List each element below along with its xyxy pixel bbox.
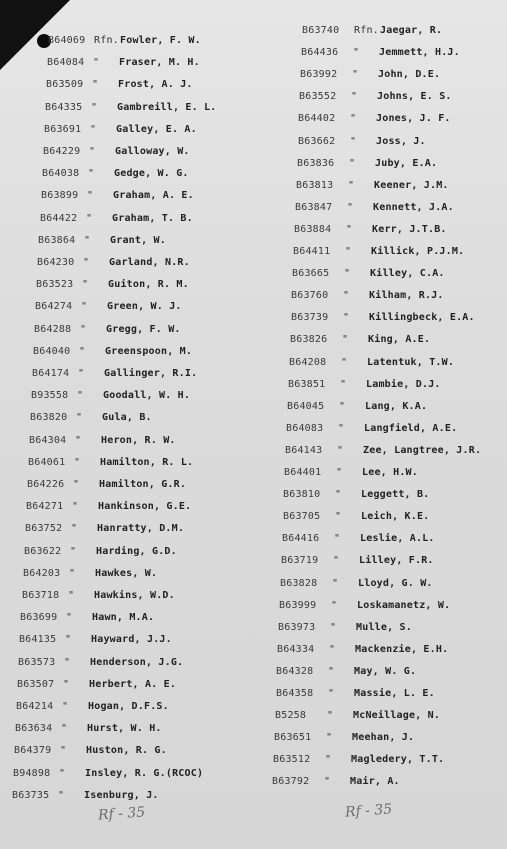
rank-ditto: "	[91, 101, 98, 113]
service-number: B63828	[280, 577, 318, 589]
rank-ditto: "	[78, 368, 85, 379]
service-number: B63760	[291, 290, 329, 302]
soldier-name: Gula, B.	[102, 412, 152, 424]
service-number: B64083	[286, 422, 324, 434]
rank-ditto: "	[60, 745, 67, 757]
soldier-name: Hankinson, G.E.	[98, 501, 192, 513]
rank-ditto: "	[331, 599, 338, 611]
rank-ditto: "	[329, 643, 336, 655]
soldier-name: Jones, J. F.	[376, 113, 451, 125]
soldier-name: Lee, H.W.	[362, 467, 418, 478]
rank-ditto: "	[79, 345, 86, 357]
rank-ditto: "	[83, 257, 90, 268]
service-number: B63847	[295, 201, 333, 213]
soldier-name: Kerr, J.T.B.	[372, 223, 447, 235]
soldier-name: Kennett, J.A.	[373, 201, 454, 213]
soldier-name: Leslie, A.L.	[360, 533, 435, 545]
rank-ditto: "	[337, 444, 344, 456]
service-number: B63622	[24, 545, 62, 557]
rank-ditto: "	[80, 323, 87, 335]
rank-ditto: "	[328, 665, 335, 677]
service-number: B64422	[40, 212, 78, 224]
soldier-name: Goodall, W. H.	[103, 390, 191, 402]
soldier-name: Galloway, W.	[115, 146, 190, 157]
rank-ditto: "	[325, 754, 332, 766]
service-number: B63820	[30, 412, 68, 424]
service-number: B63792	[272, 776, 310, 788]
soldier-name: Killey, C.A.	[370, 268, 445, 280]
soldier-name: Hayward, J.J.	[91, 634, 172, 646]
service-number: B64436	[301, 47, 339, 59]
rank-ditto: "	[88, 168, 95, 180]
rank-ditto: "	[343, 290, 350, 302]
rank-ditto: "	[338, 422, 345, 434]
rank-ditto: "	[61, 723, 68, 735]
rank-ditto: Rfn.	[354, 25, 379, 36]
service-number: B63740	[302, 25, 340, 36]
service-number: B63509	[46, 79, 84, 91]
service-number: B64411	[293, 246, 331, 257]
rank-ditto: "	[352, 69, 359, 81]
soldier-name: Henderson, J.G.	[90, 656, 184, 668]
service-number: B64288	[34, 323, 72, 335]
service-number: B63884	[294, 223, 332, 235]
soldier-name: Killingbeck, E.A.	[369, 312, 475, 324]
service-number: B64143	[285, 444, 323, 456]
soldier-name: Magledery, T.T.	[351, 754, 445, 766]
service-number: B64328	[276, 665, 314, 677]
rank-ditto: "	[353, 47, 360, 59]
rank-ditto: "	[64, 656, 71, 668]
service-number: B63507	[17, 678, 55, 690]
soldier-name: Gregg, F. W.	[106, 323, 181, 335]
soldier-name: John, D.E.	[378, 69, 441, 81]
service-number: B5258	[275, 710, 307, 722]
service-number: B64416	[282, 533, 320, 545]
service-number: B63634	[15, 723, 53, 735]
rank-ditto: "	[74, 456, 81, 468]
service-number: B64208	[289, 356, 327, 368]
rank-ditto: "	[344, 268, 351, 280]
soldier-name: Graham, A. E.	[113, 190, 194, 202]
soldier-name: Meehan, J.	[352, 732, 415, 744]
rank-ditto: "	[336, 467, 343, 478]
rank-ditto: "	[69, 567, 76, 579]
soldier-name: Hanratty, D.M.	[97, 523, 185, 535]
rank-ditto: "	[84, 234, 91, 246]
soldier-name: Joss, J.	[376, 135, 426, 147]
rank-ditto: "	[65, 634, 72, 646]
rank-ditto: "	[345, 246, 352, 257]
rank-ditto: "	[73, 479, 80, 490]
service-number: B64304	[29, 434, 67, 446]
soldier-name: Hamilton, G.R.	[99, 479, 187, 490]
service-number: B63651	[274, 732, 312, 744]
soldier-name: Fraser, M. H.	[119, 57, 200, 69]
soldier-name: May, W. G.	[354, 665, 417, 677]
rank-ditto: "	[335, 489, 342, 501]
soldier-name: Mackenzie, E.H.	[355, 643, 449, 655]
rank-ditto: "	[81, 301, 88, 313]
soldier-name: Lilley, F.R.	[359, 555, 434, 567]
soldier-name: Lambie, D.J.	[366, 378, 441, 390]
service-number: B63813	[296, 179, 334, 191]
service-number: B64271	[26, 501, 64, 513]
service-number: B64214	[16, 701, 54, 712]
soldier-name: Green, W. J.	[107, 301, 182, 313]
rank-ditto: "	[72, 501, 79, 513]
soldier-name: Massie, L. E.	[354, 688, 435, 699]
soldier-name: Gambreill, E. L.	[117, 101, 217, 113]
rank-ditto: "	[76, 412, 83, 424]
handwritten-annotation-right: Rf - 35	[344, 801, 393, 821]
soldier-name: Guiton, R. M.	[108, 279, 189, 291]
rank-ditto: "	[77, 390, 84, 402]
soldier-name: Lang, K.A.	[365, 400, 428, 412]
service-number: B63999	[279, 599, 317, 611]
rank-ditto: "	[335, 511, 342, 523]
service-number: B64401	[284, 467, 322, 478]
service-number: B64274	[35, 301, 73, 313]
service-number: B64230	[37, 257, 75, 268]
soldier-name: Garland, N.R.	[109, 257, 190, 268]
service-number: B64229	[43, 146, 81, 157]
soldier-name: Hawkins, W.D.	[94, 590, 175, 601]
rank-ditto: "	[349, 157, 356, 169]
service-number: B63718	[22, 590, 60, 601]
service-number: B63992	[300, 69, 338, 81]
service-number: B64203	[23, 567, 61, 579]
rank-ditto: "	[58, 789, 65, 801]
rank-ditto: Rfn.	[94, 35, 119, 46]
rank-ditto: "	[346, 223, 353, 235]
soldier-name: Insley, R. G.(RCOC)	[85, 767, 204, 779]
soldier-name: Graham, T. B.	[112, 212, 193, 224]
soldier-name: Harding, G.D.	[96, 545, 177, 557]
rank-ditto: "	[339, 400, 346, 412]
soldier-name: Lloyd, G. W.	[358, 577, 433, 589]
rank-ditto: "	[350, 135, 357, 147]
rank-ditto: "	[327, 710, 334, 722]
service-number: B64334	[277, 643, 315, 655]
rank-ditto: "	[351, 91, 358, 103]
rank-ditto: "	[82, 279, 89, 291]
soldier-name: Loskamanetz, W.	[357, 599, 451, 611]
service-number: B64045	[287, 400, 325, 412]
service-number: B93558	[31, 390, 69, 402]
service-number: B63665	[292, 268, 330, 280]
soldier-name: Leggett, B.	[361, 489, 430, 501]
service-number: B63739	[291, 312, 329, 324]
soldier-name: McNeillage, N.	[353, 710, 441, 722]
rank-ditto: "	[90, 123, 97, 135]
service-number: B64069	[48, 35, 86, 46]
rank-ditto: "	[340, 378, 347, 390]
soldier-name: Isenburg, J.	[84, 789, 159, 801]
service-number: B63810	[283, 489, 321, 501]
soldier-name: Greenspoon, M.	[105, 345, 193, 357]
rank-ditto: "	[343, 312, 350, 324]
soldier-name: Killick, P.J.M.	[371, 246, 465, 257]
soldier-name: Galley, E. A.	[116, 123, 197, 135]
rank-ditto: "	[334, 533, 341, 545]
service-number: B64084	[47, 57, 85, 69]
rank-ditto: "	[350, 113, 357, 125]
service-number: B64038	[42, 168, 80, 180]
service-number: B94898	[13, 767, 51, 779]
soldier-name: Hogan, D.F.S.	[88, 701, 169, 712]
service-number: B63705	[283, 511, 321, 523]
service-number: B63719	[281, 555, 319, 567]
rank-ditto: "	[71, 523, 78, 535]
rank-ditto: "	[70, 545, 77, 557]
soldier-name: Jaegar, R.	[380, 25, 443, 36]
rank-ditto: "	[332, 577, 339, 589]
service-number: B64379	[14, 745, 52, 757]
service-number: B63973	[278, 621, 316, 633]
service-number: B63523	[36, 279, 74, 291]
soldier-name: Gallinger, R.I.	[104, 368, 198, 379]
rank-ditto: "	[59, 767, 66, 779]
service-number: B64358	[276, 688, 314, 699]
soldier-name: Gedge, W. G.	[114, 168, 189, 180]
soldier-name: Hamilton, R. L.	[100, 456, 194, 468]
soldier-name: Jemmett, H.J.	[379, 47, 460, 59]
service-number: B64174	[32, 368, 70, 379]
soldier-name: King, A.E.	[368, 334, 431, 346]
soldier-name: Langfield, A.E.	[364, 422, 458, 434]
service-number: B63851	[288, 378, 326, 390]
rank-ditto: "	[324, 776, 331, 788]
rank-ditto: "	[66, 612, 73, 624]
soldier-name: Latentuk, T.W.	[367, 356, 455, 368]
soldier-name: Keener, J.M.	[374, 179, 449, 191]
soldier-name: Johns, E. S.	[377, 91, 452, 103]
rank-ditto: "	[326, 732, 333, 744]
service-number: B63573	[18, 656, 56, 668]
rank-ditto: "	[341, 356, 348, 368]
rank-ditto: "	[92, 79, 99, 91]
soldier-name: Grant, W.	[110, 234, 166, 246]
rank-ditto: "	[342, 334, 349, 346]
soldier-name: Zee, Langtree, J.R.	[363, 444, 482, 456]
soldier-name: Hurst, W. H.	[87, 723, 162, 735]
service-number: B63752	[25, 523, 63, 535]
rank-ditto: "	[89, 146, 96, 157]
service-number: B64402	[298, 113, 336, 125]
rank-ditto: "	[62, 701, 69, 712]
service-number: B64226	[27, 479, 65, 490]
service-number: B63662	[298, 135, 336, 147]
service-number: B63699	[20, 612, 58, 624]
service-number: B63512	[273, 754, 311, 766]
soldier-name: Huston, R. G.	[86, 745, 167, 757]
soldier-name: Leich, K.E.	[361, 511, 430, 523]
service-number: B64040	[33, 345, 71, 357]
soldier-name: Fowler, F. W.	[120, 35, 201, 46]
service-number: B63864	[38, 234, 76, 246]
soldier-name: Hawkes, W.	[95, 567, 158, 579]
soldier-name: Juby, E.A.	[375, 157, 438, 169]
service-number: B64135	[19, 634, 57, 646]
soldier-name: Mair, A.	[350, 776, 400, 788]
rank-ditto: "	[333, 555, 340, 567]
rank-ditto: "	[348, 179, 355, 191]
rank-ditto: "	[63, 678, 70, 690]
soldier-name: Herbert, A. E.	[89, 678, 177, 690]
service-number: B63735	[12, 789, 50, 801]
service-number: B63836	[297, 157, 335, 169]
soldier-name: Mulle, S.	[356, 621, 412, 633]
rank-ditto: "	[328, 688, 335, 699]
rank-ditto: "	[93, 57, 100, 69]
handwritten-annotation-left: Rf - 35	[97, 804, 146, 824]
rank-ditto: "	[87, 190, 94, 202]
service-number: B63826	[290, 334, 328, 346]
service-number: B64061	[28, 456, 66, 468]
rank-ditto: "	[68, 590, 75, 601]
soldier-name: Frost, A. J.	[118, 79, 193, 91]
rank-ditto: "	[330, 621, 337, 633]
rank-ditto: "	[86, 212, 93, 224]
soldier-name: Hawn, M.A.	[92, 612, 155, 624]
soldier-name: Kilham, R.J.	[369, 290, 444, 302]
rank-ditto: "	[75, 434, 82, 446]
service-number: B63899	[41, 190, 79, 202]
rank-ditto: "	[347, 201, 354, 213]
service-number: B63552	[299, 91, 337, 103]
service-number: B63691	[44, 123, 82, 135]
service-number: B64335	[45, 101, 83, 113]
soldier-name: Heron, R. W.	[101, 434, 176, 446]
